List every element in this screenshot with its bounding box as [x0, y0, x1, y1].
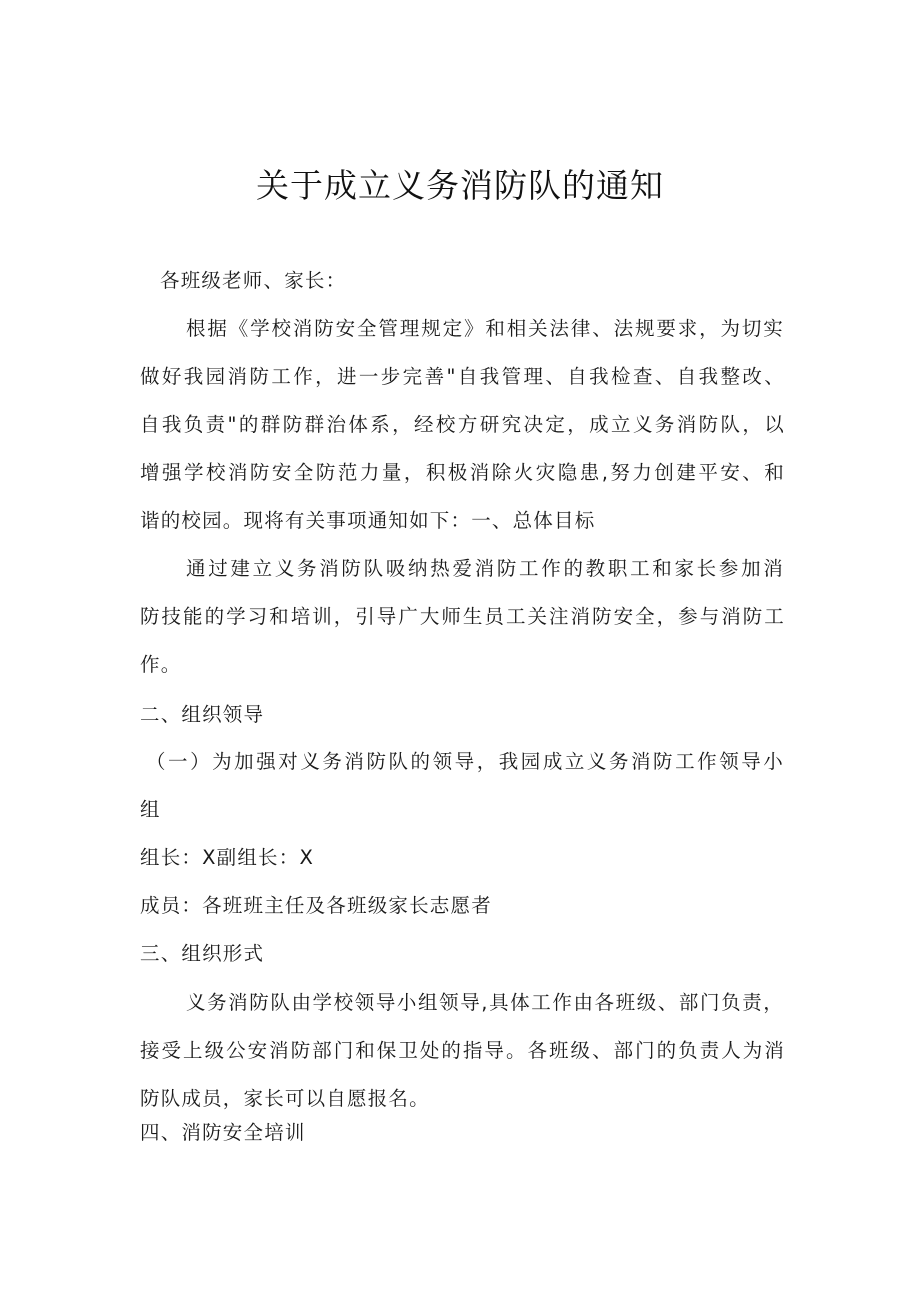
paragraph-line: 防队成员，家长可以自愿报名。 — [140, 1087, 430, 1110]
document-title: 关于成立义务消防队的通知 — [256, 166, 664, 205]
section-heading: 四、消防安全培训 — [140, 1121, 306, 1144]
paragraph-line: 增强学校消防安全防范力量，积极消除火灾隐患,努力创建平安、和 — [140, 461, 785, 484]
paragraph-line: 接受上级公安消防部门和保卫处的指导。各班级、部门的负责人为消 — [140, 1039, 785, 1062]
paragraph-line: 义务消防队由学校领导小组领导,具体工作由各班级、部门负责， — [186, 991, 784, 1014]
leader-line: 组长：X副组长：X — [140, 846, 315, 869]
paragraph-line: 谐的校园。现将有关事项通知如下：一、总体目标 — [140, 509, 596, 532]
paragraph-line: 组 — [140, 798, 161, 821]
paragraph-line: 自我负责"的群防群治体系，经校方研究决定，成立义务消防队，以 — [140, 413, 785, 436]
members-line: 成员：各班班主任及各班级家长志愿者 — [140, 894, 492, 917]
paragraph-line: 作。 — [140, 653, 182, 676]
salutation: 各班级老师、家长： — [160, 269, 347, 292]
paragraph-line: （一）为加强对义务消防队的领导，我园成立义务消防工作领导小 — [146, 750, 784, 773]
paragraph-line: 做好我园消防工作，进一步完善"自我管理、自我检查、自我整改、 — [140, 365, 785, 388]
paragraph-line: 防技能的学习和培训，引导广大师生员工关注消防安全，参与消防工 — [140, 605, 785, 628]
section-heading: 三、组织形式 — [140, 942, 265, 965]
paragraph-line: 根据《学校消防安全管理规定》和相关法律、法规要求，为切实 — [186, 317, 784, 340]
paragraph-line: 通过建立义务消防队吸纳热爱消防工作的教职工和家长参加消 — [186, 557, 784, 580]
section-heading: 二、组织领导 — [140, 703, 265, 726]
